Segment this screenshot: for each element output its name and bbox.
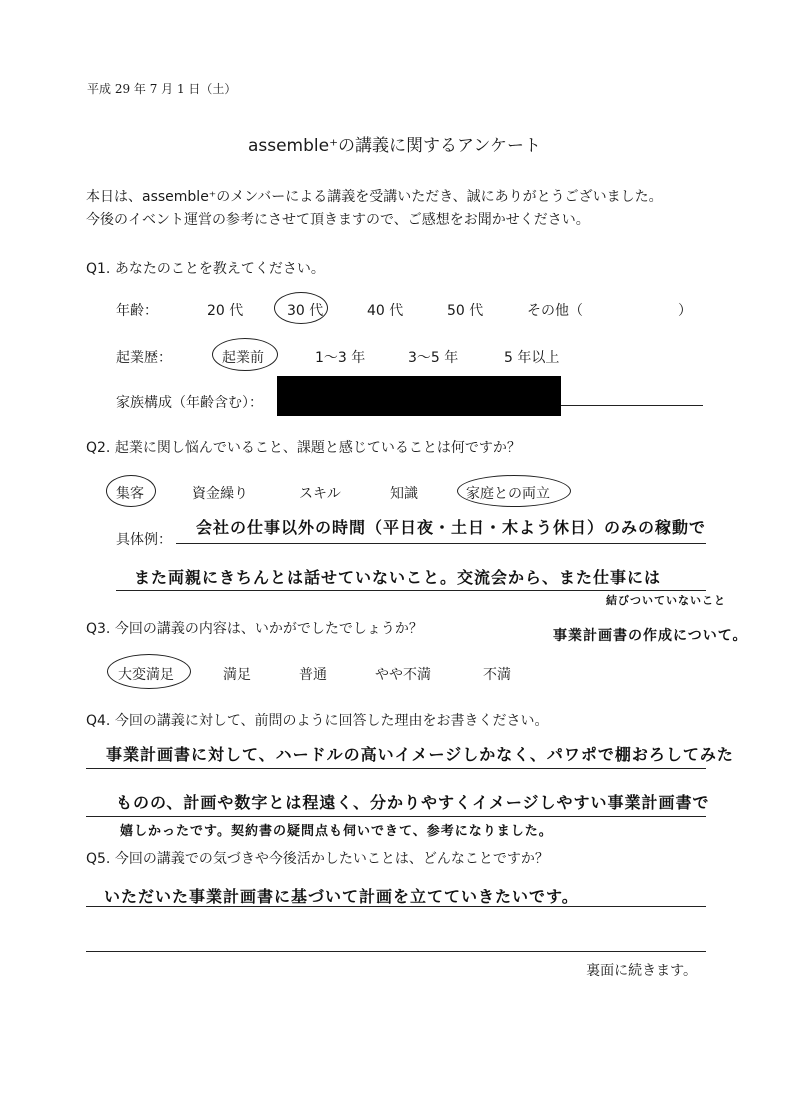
career-option-before[interactable]: 起業前 <box>222 350 264 366</box>
age-selected-circle <box>274 292 328 324</box>
q4-handwriting-line-2: ものの、計画や数字とは程遠く、分かりやすくイメージしやすい事業計画書で <box>116 793 710 812</box>
q2-answer-line-1 <box>176 543 706 544</box>
example-label: 具体例： <box>116 532 172 548</box>
career-selected-circle <box>212 338 278 371</box>
q2-handwriting-line-3: 事業計画書の作成について。 <box>553 628 748 644</box>
rating-option-slightly-dissatisfied[interactable]: やや不満 <box>375 667 431 683</box>
concern-selected-circle-2 <box>457 475 571 507</box>
q5-handwriting-line-1: いただいた事業計画書に基づいて計画を立てていきたいです。 <box>104 887 579 906</box>
rating-option-satisfied[interactable]: 満足 <box>223 667 251 683</box>
age-label: 年齢： <box>116 303 158 319</box>
career-option-5plus[interactable]: 5 年以上 <box>504 350 560 366</box>
concern-option-skills[interactable]: スキル <box>299 486 341 502</box>
career-label: 起業歴： <box>116 350 172 366</box>
age-option-other[interactable]: その他（ <box>527 303 583 319</box>
q4-handwriting-line-3: 嬉しかったです。契約書の疑問点も伺いできて、参考になりました。 <box>120 824 553 839</box>
concern-option-customers[interactable]: 集客 <box>116 486 144 502</box>
concern-selected-circle-1 <box>106 475 156 507</box>
family-label: 家族構成（年齢含む）： <box>116 395 263 411</box>
concern-option-family[interactable]: 家庭との両立 <box>466 486 550 502</box>
concern-option-cashflow[interactable]: 資金繰り <box>192 486 248 502</box>
age-option-other-close: ） <box>678 303 692 319</box>
q2-handwriting-line-1: 会社の仕事以外の時間（平日夜・土日・木よう休日）のみの稼動で <box>196 518 707 537</box>
q1-question: Q1. あなたのことを教えてください。 <box>86 261 325 277</box>
q3-question: Q3. 今回の講義の内容は、いかがでしたでしょうか？ <box>86 621 423 637</box>
q2-handwriting-line-2: また両親にきちんとは話せていないこと。交流会から、また仕事には <box>134 568 662 587</box>
survey-title: assemble⁺の講義に関するアンケート <box>247 136 542 156</box>
age-option-50s[interactable]: 50 代 <box>447 303 484 319</box>
rating-option-dissatisfied[interactable]: 不満 <box>483 667 511 683</box>
career-option-3-5[interactable]: 3～5 年 <box>408 350 459 366</box>
rating-option-neutral[interactable]: 普通 <box>299 667 327 683</box>
q4-handwriting-line-1: 事業計画書に対して、ハードルの高いイメージしかなく、パワポで棚おろしてみた <box>106 745 734 764</box>
age-option-20s[interactable]: 20 代 <box>207 303 244 319</box>
q5-question: Q5. 今回の講義での気づきや今後活かしたいことは、どんなことですか？ <box>86 851 549 867</box>
q4-question: Q4. 今回の講義に対して、前問のように回答した理由をお書きください。 <box>86 713 549 729</box>
q5-answer-line-1 <box>86 906 706 907</box>
redaction-box <box>277 376 561 416</box>
career-option-1-3[interactable]: 1～3 年 <box>315 350 366 366</box>
survey-date: 平成 29 年 7 月 1 日（土） <box>87 82 237 96</box>
intro-line-2: 今後のイベント運営の参考にさせて頂きますので、ご感想をお聞かせください。 <box>86 212 590 228</box>
age-option-30s[interactable]: 30 代 <box>287 303 324 319</box>
intro-line-1: 本日は、assemble⁺のメンバーによる講義を受講いただき、誠にありがとうございました。 <box>86 189 663 205</box>
continue-on-back-note: 裏面に続きます。 <box>586 963 697 979</box>
family-answer-line <box>561 405 703 406</box>
age-option-40s[interactable]: 40 代 <box>367 303 404 319</box>
q2-answer-line-2 <box>116 590 706 591</box>
rating-option-very-satisfied[interactable]: 大変満足 <box>118 667 174 683</box>
q4-answer-line-2 <box>86 816 706 817</box>
concern-option-knowledge[interactable]: 知識 <box>390 486 418 502</box>
q2-question: Q2. 起業に関し悩んでいること、課題と感じていることは何ですか？ <box>86 440 521 456</box>
q5-answer-line-2 <box>86 951 706 952</box>
q4-answer-line-1 <box>86 768 706 769</box>
q2-handwriting-note: 結びついていないこと <box>606 594 726 607</box>
rating-selected-circle <box>107 654 191 689</box>
